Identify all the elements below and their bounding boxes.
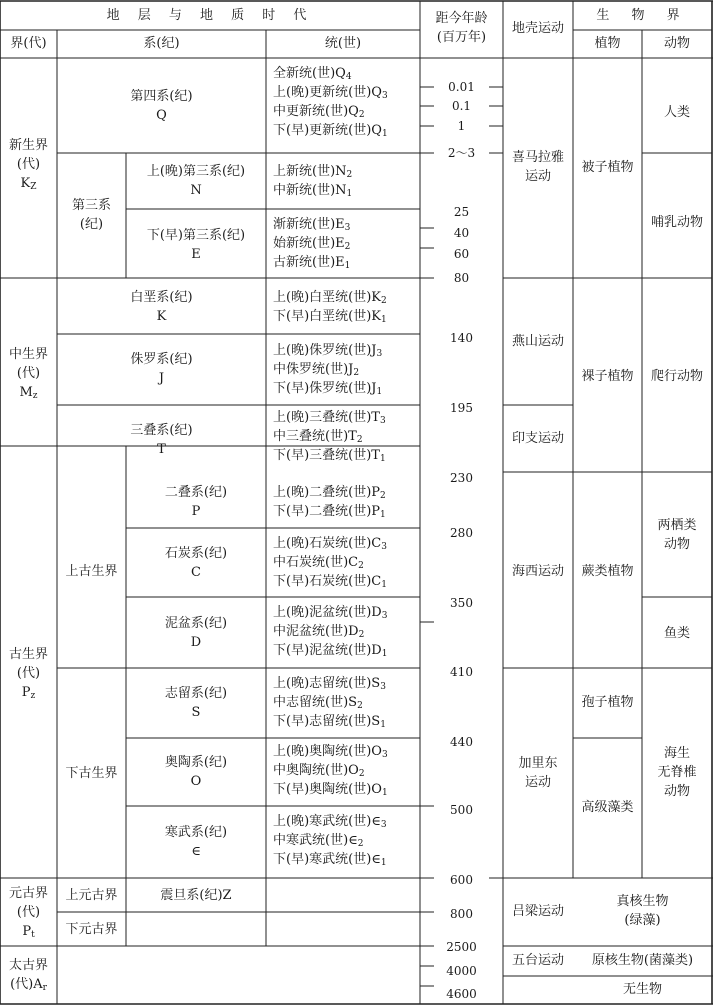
epochs-quaternary: [273, 64, 388, 140]
epoch-jurassic-0: 上(晚)侏罗统(世)$J_3$: [273, 343, 383, 359]
subera-lower-paleozoic: 下古生界: [65, 766, 118, 781]
crust-caledonian-line1: 加里东: [518, 756, 558, 771]
era-mesozoic: [0, 345, 57, 402]
epoch-quaternary-1: 上(晚)更新统(世)$Q_3$: [273, 85, 388, 101]
epoch-ordovician-1: 中奥陶统(世)$O_2$: [273, 763, 365, 779]
plant-gymnosperms: 裸子植物: [581, 369, 634, 384]
animal-reptiles: 爬行动物: [650, 369, 703, 384]
age-label: 195: [434, 401, 489, 415]
period-quaternary-name: 第四系(纪): [130, 89, 193, 104]
period-ordovician-symbol: O: [190, 774, 202, 789]
period-cambrian-name: 寒武系(纪): [164, 825, 228, 840]
age-label: 410: [434, 665, 489, 679]
crust-hercynian: 海西运动: [511, 564, 564, 579]
era-proterozoic: [0, 884, 57, 941]
animal-humans: 人类: [663, 105, 690, 120]
crust-himalaya-line2: 运动: [524, 169, 551, 184]
epoch-paleogene-2: 古新统(世)$E_1$: [273, 255, 351, 271]
period-paleogene-symbol: E: [191, 247, 201, 262]
epoch-cambrian-2: 下(早)寒武统(世)$\in_1$: [273, 852, 387, 868]
crust-himalaya-line1: 喜马拉雅: [511, 150, 564, 165]
age-label: 440: [434, 735, 489, 749]
era-paleozoic: [0, 645, 57, 702]
age-label: 25: [434, 205, 489, 219]
epochs-devonian: [273, 603, 387, 660]
animal-amphibians-line2: 动物: [663, 537, 690, 552]
header-era: 界(代): [10, 36, 47, 51]
biota-prokaryotes: 原核生物(菌藻类): [591, 953, 694, 968]
header-age-line2: (百万年): [436, 30, 487, 45]
period-carboniferous-name: 石炭系(纪): [164, 546, 228, 561]
animal-mammals: 哺乳动物: [650, 215, 703, 230]
period-jurassic-name: 侏罗系(纪): [130, 352, 193, 367]
age-label: 500: [434, 803, 489, 817]
biota-eukaryotes-line1: 真核生物: [616, 894, 669, 909]
period-devonian-symbol: D: [190, 635, 202, 650]
period-cretaceous-symbol: K: [156, 309, 167, 324]
epoch-carboniferous-2: 下(早)石炭统(世)$C_1$: [273, 574, 387, 590]
epoch-silurian-0: 上(晚)志留统(世)$S_3$: [273, 676, 386, 692]
epochs-triassic: [273, 408, 386, 465]
period-paleogene: [126, 226, 266, 264]
period-permian-symbol: P: [191, 504, 201, 519]
era-cenozoic-name: 新生界: [8, 138, 48, 153]
period-devonian-name: 泥盆系(纪): [164, 616, 228, 631]
epoch-quaternary-3: 下(早)更新统(世)$Q_1$: [273, 123, 388, 139]
epoch-ordovician-0: 上(晚)奥陶统(世)$O_3$: [273, 744, 388, 760]
age-label: 0.1: [434, 99, 489, 113]
subera-upper-paleozoic: 上古生界: [65, 564, 118, 579]
age-label: 600: [434, 873, 489, 887]
crust-caledonian: [503, 754, 573, 792]
header-biota: 生 物 界: [596, 8, 689, 23]
era-proterozoic-symbol: $P_t$: [22, 924, 35, 940]
era-cenozoic: [0, 136, 57, 193]
epoch-cambrian-1: 中寒武统(世)$\in_2$: [273, 833, 364, 849]
epoch-neogene-1: 中新统(世)$N_1$: [273, 183, 353, 199]
plant-spore-plants: 孢子植物: [581, 695, 634, 710]
age-label: 350: [434, 596, 489, 610]
header-epoch: 统(世): [324, 36, 362, 51]
period-sinian: 震旦系(纪)Z: [160, 888, 232, 903]
subera-lower-proterozoic: 下元古界: [65, 922, 118, 937]
age-label: 60: [434, 247, 489, 261]
crust-yanshan: 燕山运动: [511, 334, 564, 349]
header-age: [420, 9, 503, 47]
header-age-line1: 距今年龄: [435, 11, 488, 26]
period-silurian-name: 志留系(纪): [164, 686, 228, 701]
period-neogene-name: 上(晚)第三系(纪): [146, 164, 246, 179]
period-triassic-symbol: T: [157, 442, 166, 457]
period-jurassic-symbol: J: [158, 371, 165, 386]
crust-caledonian-line2: 运动: [524, 775, 551, 790]
period-jurassic: [57, 350, 266, 388]
age-label: 280: [434, 526, 489, 540]
period-carboniferous: [126, 544, 266, 582]
epochs-silurian: [273, 674, 386, 731]
epochs-carboniferous: [273, 534, 387, 591]
plant-angiosperms: 被子植物: [581, 160, 634, 175]
era-mesozoic-name: 中生界: [8, 347, 48, 362]
epoch-neogene-0: 上新统(世)$N_2$: [273, 164, 353, 180]
animal-marine-invertebrates: [642, 744, 712, 801]
epoch-jurassic-1: 中侏罗统(世)$J_2$: [273, 362, 360, 378]
biota-eukaryotes: [573, 892, 712, 930]
epochs-cambrian: [273, 812, 387, 869]
header-strata-time: 地 层 与 地 质 时 代: [106, 8, 314, 23]
epoch-cretaceous-1: 下(早)白垩统(世)$K_1$: [273, 309, 387, 325]
crust-indosinian: 印支运动: [511, 431, 564, 446]
period-permian-name: 二叠系(纪): [164, 485, 228, 500]
period-neogene: [126, 162, 266, 200]
age-label: 230: [434, 471, 489, 485]
animal-marine-inv-line1: 海生: [663, 746, 690, 761]
era-cenozoic-symbol: $K_Z$: [20, 176, 37, 192]
period-cambrian-symbol: ∈: [191, 844, 201, 859]
epoch-permian-1: 下(早)二叠统(世)$P_1$: [273, 504, 386, 520]
epochs-ordovician: [273, 742, 388, 799]
era-proterozoic-name: 元古界: [8, 886, 48, 901]
subera-tertiary-ji: (纪): [79, 217, 104, 232]
subera-tertiary: [57, 196, 126, 234]
crust-lvliang: 吕梁运动: [511, 904, 564, 919]
age-label: 0.01: [434, 80, 489, 94]
header-animals: 动物: [663, 36, 690, 51]
period-neogene-symbol: N: [190, 183, 202, 198]
animal-marine-inv-line2: 无脊椎: [657, 765, 697, 780]
era-cenozoic-dai: (代): [16, 157, 41, 172]
header-crust: 地壳运动: [511, 21, 564, 36]
epoch-triassic-0: 上(晚)三叠统(世)$T_3$: [273, 410, 386, 426]
epoch-paleogene-1: 始新统(世)$E_2$: [273, 236, 351, 252]
epoch-quaternary-2: 中更新统(世)$Q_2$: [273, 104, 365, 120]
header-plants: 植物: [594, 36, 621, 51]
epoch-carboniferous-1: 中石炭统(世)$C_2$: [273, 555, 364, 571]
epoch-triassic-2: 下(早)三叠统(世)$T_1$: [273, 448, 386, 464]
biota-abiotic: 无生物: [622, 982, 662, 997]
age-label: 4600: [434, 987, 489, 1001]
animal-marine-inv-line3: 动物: [663, 784, 690, 799]
epoch-permian-0: 上(晚)二叠统(世)$P_2$: [273, 485, 386, 501]
crust-wutai: 五台运动: [511, 953, 564, 968]
period-cretaceous-name: 白垩系(纪): [130, 290, 193, 305]
era-paleozoic-dai: (代): [16, 666, 41, 681]
age-label: 1: [434, 119, 489, 133]
epochs-paleogene: [273, 215, 350, 272]
epoch-devonian-2: 下(早)泥盆统(世)$D_1$: [273, 643, 388, 659]
age-label: 40: [434, 226, 489, 240]
subera-tertiary-name: 第三系: [71, 198, 111, 213]
period-quaternary: [57, 87, 266, 125]
epochs-neogene: [273, 162, 352, 200]
plant-higher-algae: 高级藻类: [581, 800, 634, 815]
period-silurian-symbol: S: [191, 705, 201, 720]
period-ordovician-name: 奥陶系(纪): [164, 755, 228, 770]
era-archean: [0, 956, 57, 994]
age-label: 140: [434, 331, 489, 345]
epoch-triassic-1: 中三叠统(世)$T_2$: [273, 429, 363, 445]
epoch-devonian-0: 上(晚)泥盆统(世)$D_3$: [273, 605, 388, 621]
period-permian: [126, 483, 266, 521]
header-period: 系(纪): [143, 36, 180, 51]
era-paleozoic-symbol: $P_z$: [21, 685, 36, 701]
period-ordovician: [126, 753, 266, 791]
epoch-paleogene-0: 渐新统(世)$E_3$: [273, 217, 351, 233]
era-archean-name: 太古界: [8, 958, 48, 973]
era-mesozoic-symbol: $M_z$: [19, 385, 38, 401]
period-quaternary-symbol: Q: [156, 108, 167, 123]
period-triassic-name: 三叠系(纪): [130, 423, 193, 438]
period-cambrian: [126, 823, 266, 861]
epoch-devonian-1: 中泥盆统(世)$D_2$: [273, 624, 365, 640]
period-devonian: [126, 614, 266, 652]
epochs-cretaceous: [273, 288, 387, 326]
age-label: 2500: [434, 940, 489, 954]
crust-himalaya: [503, 148, 573, 186]
epoch-silurian-2: 下(早)志留统(世)$S_1$: [273, 714, 386, 730]
period-carboniferous-symbol: C: [191, 565, 201, 580]
age-label: 80: [434, 271, 489, 285]
epochs-permian: [273, 483, 386, 521]
epoch-jurassic-2: 下(早)侏罗统(世)$J_1$: [273, 381, 383, 397]
era-paleozoic-name: 古生界: [8, 647, 48, 662]
epochs-jurassic: [273, 341, 382, 398]
epoch-cambrian-0: 上(晚)寒武统(世)$\in_3$: [273, 814, 387, 830]
epoch-quaternary-0: 全新统(世)$Q_4$: [273, 66, 352, 82]
age-label: 4000: [434, 964, 489, 978]
age-label: 800: [434, 907, 489, 921]
epoch-ordovician-2: 下(早)奥陶统(世)$O_1$: [273, 782, 388, 798]
epoch-carboniferous-0: 上(晚)石炭统(世)$C_3$: [273, 536, 387, 552]
era-mesozoic-dai: (代): [16, 366, 41, 381]
era-archean-symbol: (代)$A_r$: [10, 977, 47, 993]
biota-eukaryotes-line2: (绿藻): [624, 913, 661, 928]
epoch-silurian-1: 中志留统(世)$S_2$: [273, 695, 363, 711]
era-proterozoic-dai: (代): [16, 905, 41, 920]
plant-pteridophytes: 蕨类植物: [581, 564, 634, 579]
period-cretaceous: [57, 288, 266, 326]
epoch-cretaceous-0: 上(晚)白垩统(世)$K_2$: [273, 290, 387, 306]
animal-fishes: 鱼类: [663, 626, 690, 641]
animal-amphibians-line1: 两栖类: [657, 518, 697, 533]
period-paleogene-name: 下(早)第三系(纪): [146, 228, 246, 243]
animal-amphibians: [642, 516, 712, 554]
period-triassic: [57, 421, 266, 459]
subera-upper-proterozoic: 上元古界: [65, 888, 118, 903]
age-label: 2～3: [434, 146, 489, 160]
period-silurian: [126, 684, 266, 722]
